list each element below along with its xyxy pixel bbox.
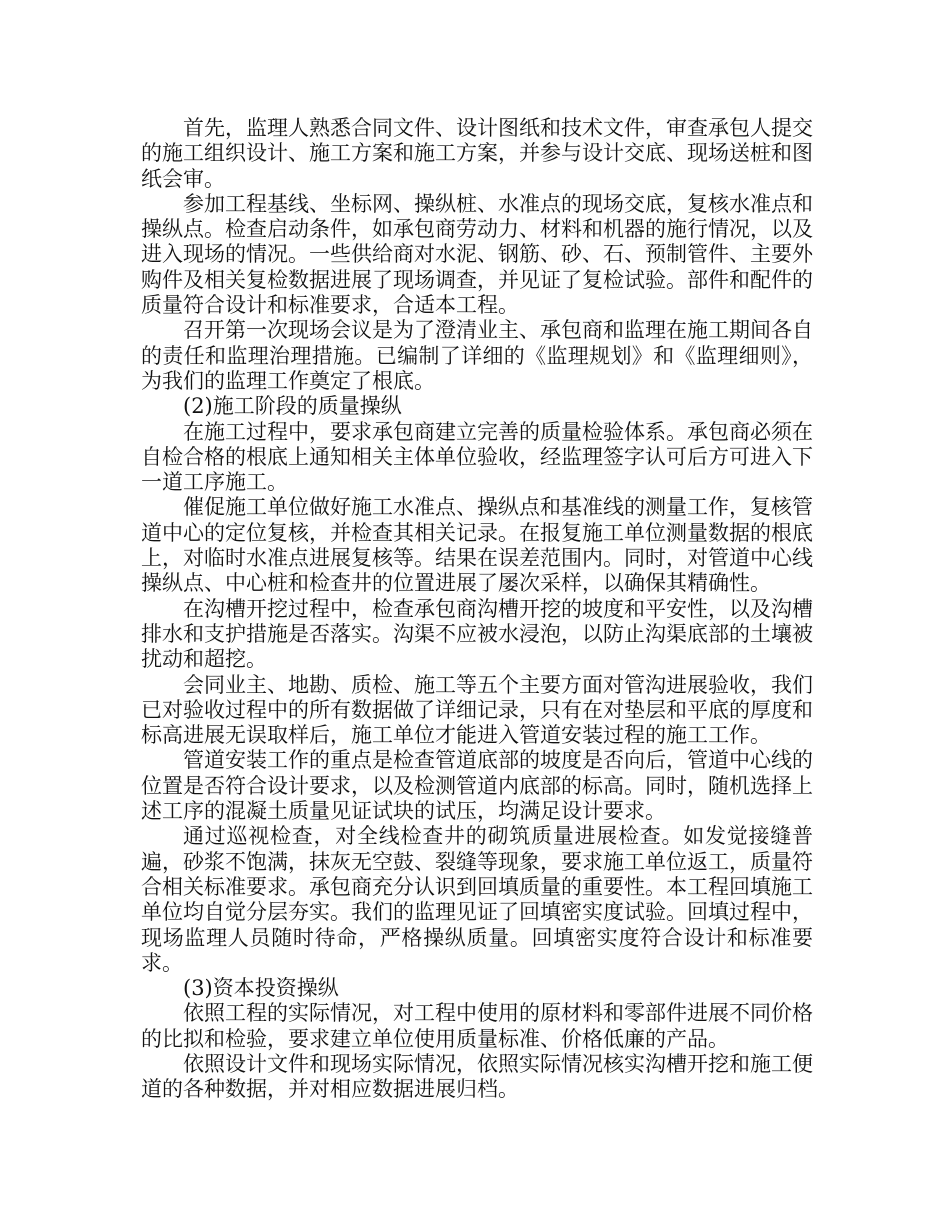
paragraph-4: 在施工过程中，要求承包商建立完善的质量检验体系。承包商必须在自检合格的根底上通知相关主体单位验收，经监理签字认可后方可进入下一道工序施工。 (141, 419, 813, 495)
paragraph-7: 会同业主、地勘、质检、施工等五个主要方面对管沟进展验收，我们已对验收过程中的所有数据做了详细记录，只有在对垫层和平底的厚度和标高进展无误取样后，施工单位才能进入管道安装过程的施工工作。 (141, 672, 813, 748)
paragraph-1: 首先，监理人熟悉合同文件、设计图纸和技术文件，审查承包人提交的施工组织设计、施工方案和施工方案，并参与设计交底、现场送桩和图纸会审。 (141, 116, 813, 191)
paragraph-10: 依照工程的实际情况，对工程中使用的原材料和零部件进展不同价格的比拟和检验，要求建立单位使用质量标准、价格低廉的产品。 (141, 1001, 813, 1051)
paragraph-11: 依照设计文件和现场实际情况，依照实际情况核实沟槽开挖和施工便道的各种数据，并对相应数据进展归档。 (141, 1051, 813, 1102)
section-heading-construction-quality: (2)施工阶段的质量操纵 (183, 394, 402, 419)
paragraph-6: 在沟槽开挖过程中，检查承包商沟槽开挖的坡度和平安性，以及沟槽排水和支护措施是否落实。沟渠不应被水浸泡，以防止沟渠底部的土壤被扰动和超挖。 (141, 596, 813, 672)
paragraph-9: 通过巡视检查，对全线检查井的砌筑质量进展检查。如发觉接缝普遍，砂浆不饱满，抹灰无空鼓、裂缝等现象，要求施工单位返工，质量符合相关标准要求。承包商充分认识到回填质量的重要性。本工程回填施工单位均自觉分层夯实。我们的监理见证了回填密实度试验。回填过程中，现场监理人员随时待命，严格操纵质量。回填密实度符合设计和标准要求。 (141, 824, 813, 975)
paragraph-3: 召开第一次现场会议是为了澄清业主、承包商和监理在施工期间各自的责任和监理治理措施。已编制了详细的《监理规划》和《监理细则》，为我们的监理工作奠定了根底。 (141, 318, 813, 393)
paragraph-8: 管道安装工作的重点是检查管道底部的坡度是否向后，管道中心线的位置是否符合设计要求，以及检测管道内底部的标高。同时，随机选择上述工序的混凝土质量见证试块的试压，均满足设计要求。 (141, 748, 813, 824)
paragraph-5: 催促施工单位做好施工水准点、操纵点和基准线的测量工作，复核管道中心的定位复核，并检查其相关记录。在报复施工单位测量数据的根底上，对临时水准点进展复核等。结果在误差范围内。同时，对管道中心线操纵点、中心桩和检查井的位置进展了屡次采样，以确保其精确性。 (141, 495, 813, 596)
document-body (141, 116, 813, 1103)
paragraph-2: 参加工程基线、坐标网、操纵桩、水准点的现场交底，复核水准点和操纵点。检查启动条件，如承包商劳动力、材料和机器的施行情况，以及进入现场的情况。一些供给商对水泥、钢筋、砂、石、预制管件、主要外购件及相关复检数据进展了现场调查，并见证了复检试验。部件和配件的质量符合设计和标准要求，合适本工程。 (141, 191, 813, 318)
section-heading-investment-control: (3)资本投资操纵 (183, 976, 339, 1001)
